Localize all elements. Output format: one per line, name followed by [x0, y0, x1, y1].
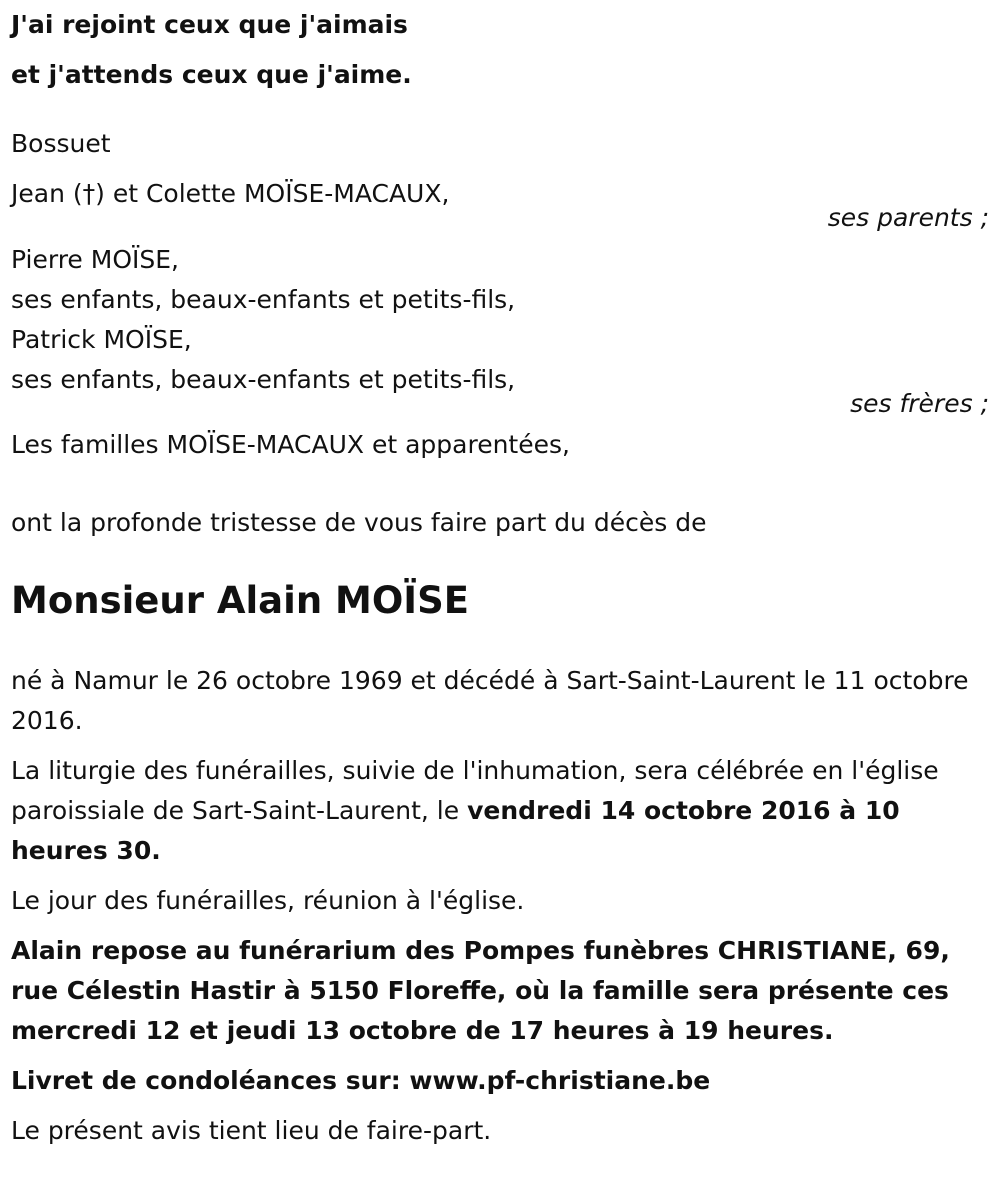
- parents-role: ses parents ;: [827, 203, 989, 232]
- deceased-name: Monsieur Alain MOÏSE: [11, 579, 470, 622]
- parents-names: Jean (†) et Colette MOÏSE-MACAUX,: [11, 179, 450, 208]
- families-line: Les familles MOÏSE-MACAUX et apparentées,: [11, 430, 570, 459]
- funeral-date: vendredi 14 octobre 2016 à 10 heures 30.: [11, 796, 900, 865]
- obituary-notice: [11, 6, 989, 1151]
- meeting-paragraph: Le jour des funérailles, réunion à l'église.: [11, 886, 525, 915]
- notice-line: Le présent avis tient lieu de faire-part.: [11, 1116, 492, 1145]
- funerarium-paragraph: Alain repose au funérarium des Pompes funèbres CHRISTIANE, 69, rue Célestin Hastir à 5150 Floreffe, où la famille sera présente ces mercredi 12 et jeudi 13 octobre de 17 heures à 19 heures.: [11, 936, 950, 1045]
- funeral-paragraph: [11, 751, 989, 871]
- funeral-text: La liturgie des funérailles, suivie de l'inhumation, sera célébrée en l'église paroissiale de Sart-Saint-Laurent, le: [11, 756, 939, 825]
- epigraph-line-2: et j'attends ceux que j'aime.: [11, 60, 412, 89]
- brother-2-name: Patrick MOÏSE,: [11, 325, 192, 354]
- birth-death-paragraph: né à Namur le 26 octobre 1969 et décédé à Sart-Saint-Laurent le 11 octobre 2016.: [11, 666, 969, 735]
- epigraph-line-1: J'ai rejoint ceux que j'aimais: [11, 10, 408, 39]
- brother-1-family: ses enfants, beaux-enfants et petits-fils,: [11, 285, 516, 314]
- condolences-line: Livret de condoléances sur: www.pf-christiane.be: [11, 1066, 711, 1095]
- brothers-role: ses frères ;: [850, 389, 989, 418]
- brother-1-name: Pierre MOÏSE,: [11, 245, 179, 274]
- brother-2-family: ses enfants, beaux-enfants et petits-fils,: [11, 365, 516, 394]
- announcement-line: ont la profonde tristesse de vous faire part du décès de: [11, 508, 707, 537]
- place-name: Bossuet: [11, 129, 111, 158]
